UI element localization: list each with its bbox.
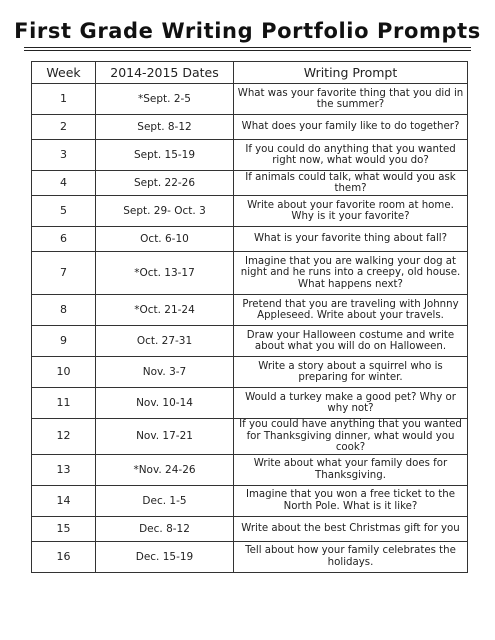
row-prompt: Would a turkey make a good pet? Why or why not? — [234, 388, 468, 419]
row-dates: *Oct. 21-24 — [96, 295, 234, 326]
row-dates: Sept. 8-12 — [96, 115, 234, 140]
row-week: 13 — [32, 454, 96, 485]
table-row — [32, 541, 468, 572]
row-dates: Oct. 27-31 — [96, 326, 234, 357]
table-row — [32, 326, 468, 357]
table-row — [32, 388, 468, 419]
page-title: First Grade Writing Portfolio Prompts — [14, 19, 481, 43]
table-row — [32, 227, 468, 252]
row-week: 11 — [32, 388, 96, 419]
row-week: 4 — [32, 171, 96, 196]
table-row — [32, 357, 468, 388]
row-prompt: Draw your Halloween costume and write about what you will do on Halloween. — [234, 326, 468, 357]
row-week: 1 — [32, 84, 96, 115]
row-dates: Sept. 29- Oct. 3 — [96, 196, 234, 227]
row-dates: Dec. 1-5 — [96, 485, 234, 516]
row-prompt: If you could have anything that you wanted for Thanksgiving dinner, what would you cook? — [234, 419, 468, 455]
table-row — [32, 196, 468, 227]
row-week: 3 — [32, 140, 96, 171]
row-dates: *Nov. 24-26 — [96, 454, 234, 485]
row-prompt: Pretend that you are traveling with Johnny Appleseed. Write about your travels. — [234, 295, 468, 326]
row-prompt: Write about your favorite room at home. Why is it your favorite? — [234, 196, 468, 227]
title-underline-bottom — [24, 50, 471, 51]
row-dates: Nov. 3-7 — [96, 357, 234, 388]
row-prompt: Write about the best Christmas gift for you — [234, 516, 468, 541]
row-week: 8 — [32, 295, 96, 326]
row-week: 7 — [32, 252, 96, 295]
row-week: 15 — [32, 516, 96, 541]
row-prompt: What is your favorite thing about fall? — [234, 227, 468, 252]
row-prompt: Imagine that you are walking your dog at night and he runs into a creepy, old house. What happens next? — [234, 252, 468, 295]
prompts-table — [31, 61, 468, 573]
table-row — [32, 171, 468, 196]
table-row — [32, 485, 468, 516]
row-dates: Oct. 6-10 — [96, 227, 234, 252]
row-dates: Dec. 15-19 — [96, 541, 234, 572]
row-week: 9 — [32, 326, 96, 357]
table-row — [32, 454, 468, 485]
row-prompt: What does your family like to do together? — [234, 115, 468, 140]
row-dates: *Oct. 13-17 — [96, 252, 234, 295]
row-dates: Sept. 22-26 — [96, 171, 234, 196]
title-underline-top — [24, 47, 471, 48]
row-week: 14 — [32, 485, 96, 516]
row-prompt: Write a story about a squirrel who is preparing for winter. — [234, 357, 468, 388]
row-week: 16 — [32, 541, 96, 572]
header-dates: 2014-2015 Dates — [96, 62, 234, 84]
row-dates: Nov. 17-21 — [96, 419, 234, 455]
row-week: 10 — [32, 357, 96, 388]
row-prompt: Tell about how your family celebrates the holidays. — [234, 541, 468, 572]
row-week: 2 — [32, 115, 96, 140]
row-prompt: What was your favorite thing that you did in the summer? — [234, 84, 468, 115]
row-week: 5 — [32, 196, 96, 227]
header-week: Week — [32, 62, 96, 84]
row-dates: Sept. 15-19 — [96, 140, 234, 171]
table-header-row — [32, 62, 468, 84]
table-row — [32, 252, 468, 295]
row-prompt: If you could do anything that you wanted right now, what would you do? — [234, 140, 468, 171]
row-prompt: If animals could talk, what would you ask them? — [234, 171, 468, 196]
row-prompt: Write about what your family does for Thanksgiving. — [234, 454, 468, 485]
table-row — [32, 295, 468, 326]
table-row — [32, 516, 468, 541]
row-week: 12 — [32, 419, 96, 455]
row-prompt: Imagine that you won a free ticket to the North Pole. What is it like? — [234, 485, 468, 516]
table-row — [32, 140, 468, 171]
table-row — [32, 115, 468, 140]
row-dates: *Sept. 2-5 — [96, 84, 234, 115]
header-prompt: Writing Prompt — [234, 62, 468, 84]
row-week: 6 — [32, 227, 96, 252]
table-row — [32, 84, 468, 115]
table-row — [32, 419, 468, 455]
row-dates: Nov. 10-14 — [96, 388, 234, 419]
row-dates: Dec. 8-12 — [96, 516, 234, 541]
